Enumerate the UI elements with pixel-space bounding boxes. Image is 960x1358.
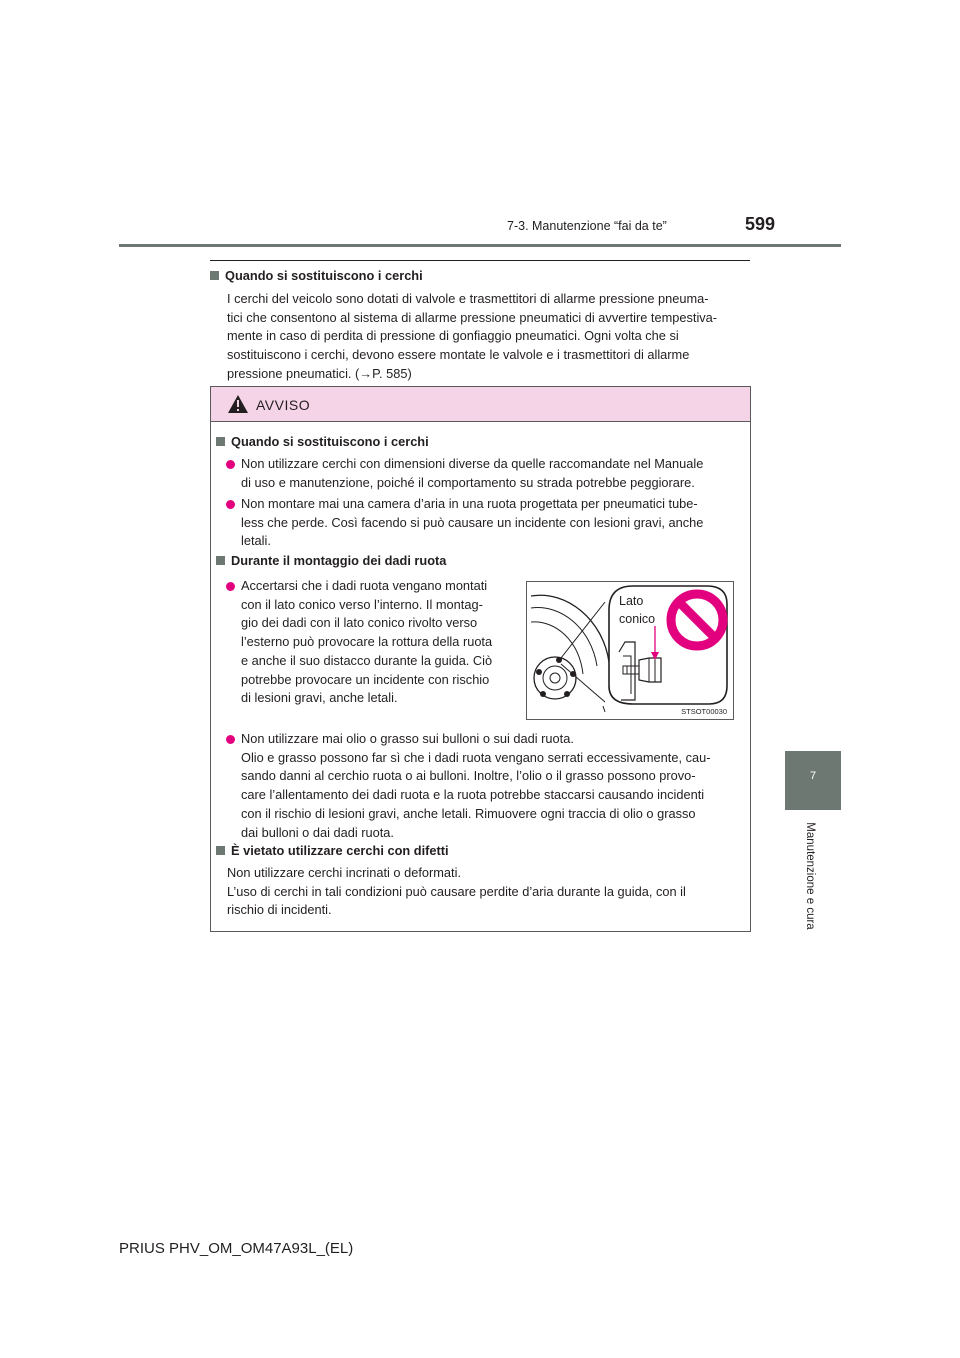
chapter-label: Manutenzione e cura <box>804 822 816 930</box>
round-bullet-icon <box>226 500 235 509</box>
text-line: rischio di incidenti. <box>227 902 332 918</box>
text-line: di lesioni gravi, anche letali. <box>241 690 398 706</box>
text-line: sando danni al cerchio ruota o ai bulloni. Inoltre, l’olio o il grasso possono provo- <box>241 768 696 784</box>
text-line: Non utilizzare mai olio o grasso sui bulloni o sui dadi ruota. <box>241 731 574 746</box>
warning-title: AVVISO <box>256 397 311 413</box>
round-bullet-icon <box>226 582 235 591</box>
header-divider <box>119 244 841 247</box>
text-line: Non montare mai una camera d’aria in una ruota progettata per pneumatici tube- <box>241 496 698 511</box>
text-line: con il rischio di lesioni gravi, anche letali. Rimuovere ogni traccia di olio o grasso <box>241 805 696 821</box>
text-line: Non utilizzare cerchi con dimensioni diverse da quelle raccomandate nel Manuale <box>241 456 704 471</box>
section-paragraph <box>227 290 744 384</box>
figure-code: STSOT00030 <box>681 707 727 716</box>
text-line: care l’allentamento dei dadi ruota e la ruota potrebbe staccarsi causando incidenti <box>241 787 705 803</box>
square-bullet-icon <box>216 556 225 565</box>
text-line: less che perde. Così facendo si può causare un incidente con lesioni gravi, anche <box>241 514 704 530</box>
section-heading-text: Quando si sostituiscono i cerchi <box>225 268 423 283</box>
content-divider <box>210 260 750 261</box>
text-line: con il lato conico verso l’interno. Il montag- <box>241 596 483 612</box>
text-line: e anche il suo distacco durante la guida. Ciò <box>241 652 493 668</box>
text-line: letali. <box>241 533 271 549</box>
figure-label-line: conico <box>619 612 656 626</box>
warning-paragraph <box>227 864 739 920</box>
document-id: PRIUS PHV_OM_OM47A93L_(EL) <box>119 1240 354 1257</box>
text-line: Olio e grasso possono far sì che i dadi ruota vengano serrati eccessivamente, cau- <box>241 749 711 765</box>
round-bullet-icon <box>226 735 235 744</box>
text-line: pressione pneumatici. (→P. 585) <box>227 365 412 381</box>
warning-heading <box>216 843 449 858</box>
page-number: 599 <box>745 214 776 234</box>
square-bullet-icon <box>216 846 225 855</box>
warning-heading-text: È vietato utilizzare cerchi con difetti <box>231 843 449 858</box>
section-heading <box>210 268 423 283</box>
warning-heading-text: Durante il montaggio dei dadi ruota <box>231 553 447 568</box>
tapered-side-label <box>619 592 655 628</box>
warning-header <box>211 387 750 422</box>
wheel-nut-illustration <box>526 581 734 720</box>
warning-box <box>210 386 751 932</box>
warning-heading <box>216 553 446 568</box>
text-line: L’uso di cerchi in tali condizioni può causare perdite d’aria durante la guida, con il <box>227 883 686 899</box>
text-line: sostituiscono i cerchi, devono essere montate le valvole e i trasmettitori di allarme <box>227 347 690 363</box>
warning-heading-text: Quando si sostituiscono i cerchi <box>231 434 429 449</box>
text-line: tici che consentono al sistema di allarme pressione pneumatici di avvertire tempestiva- <box>227 309 718 325</box>
warning-heading <box>216 434 429 449</box>
warning-triangle-icon <box>227 394 249 414</box>
figure-label-line: Lato <box>619 594 644 608</box>
square-bullet-icon <box>216 437 225 446</box>
text-line: gio dei dadi con il lato conico rivolto verso <box>241 615 478 631</box>
round-bullet-icon <box>226 460 235 469</box>
square-bullet-icon <box>210 271 219 280</box>
text-line: dai bulloni o dai dadi ruota. <box>241 824 394 840</box>
text-line: I cerchi del veicolo sono dotati di valvole e trasmettitori di allarme pressione pneuma- <box>227 291 709 306</box>
text-line: mente in caso di perdita di pressione di gonfiaggio pneumatici. Ogni volta che si <box>227 328 679 344</box>
chapter-number: 7 <box>809 770 817 782</box>
text-line: potrebbe provocare un incidente con rischio <box>241 671 490 687</box>
text-line: Accertarsi che i dadi ruota vengano montati <box>241 578 488 593</box>
section-title: 7-3. Manutenzione “fai da te” <box>507 219 667 233</box>
text-line: l’esterno può provocare la rottura della ruota <box>241 634 493 650</box>
text-line: Non utilizzare cerchi incrinati o deformati. <box>227 865 461 880</box>
text-line: di uso e manutenzione, poiché il comportamento su strada potrebbe peggiorare. <box>241 474 695 490</box>
